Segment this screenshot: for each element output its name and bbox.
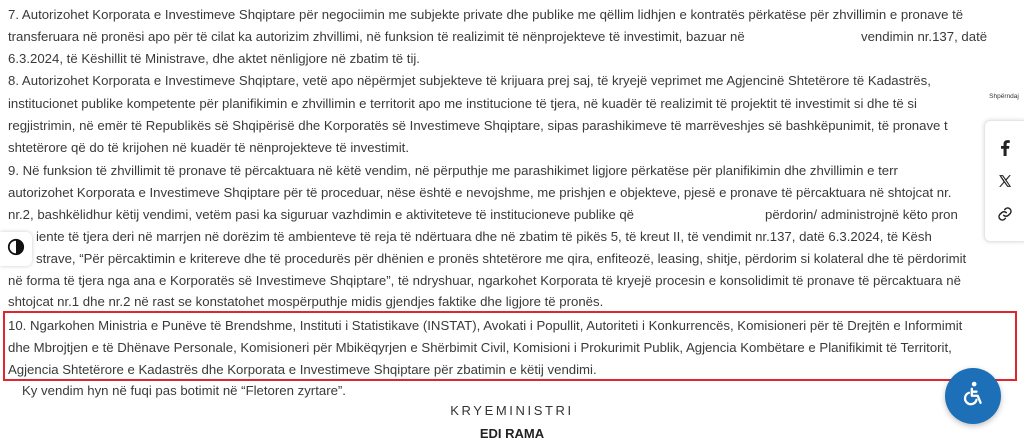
paragraph-9-line-3: nr.2, bashkëlidhur këtij vendimi, vetëm pasi ka siguruar vazhdimin e aktiviteteve të institucioneve publike që përdorin/ administrojnë këto pron (8, 207, 958, 222)
paragraph-9-line-2: autorizohet Korporata e Investimeve Shqiptare për të proceduar, nëse është e nevojshme, me prishjen e objekteve, pjesë e pronave të përcaktuara në shtojcat nr. (8, 185, 952, 200)
paragraph-9-line-6: në forma të tjera nga ana e Korporatës së Investimeve Shqiptare”, të ndryshuar, ngarkohet Korporata të kryejë procesin e konsolidimit të pronave të përcaktuara në (8, 273, 961, 288)
paragraph-8-line-2: institucionet publike kompetente për planifikimin e zhvillimin e territorit apo me institucione të tjera, në kuadër të realizimit të projektit të investimit si dhe të si (8, 96, 917, 111)
signature-name: EDI RAMA (479, 426, 545, 441)
facebook-icon[interactable] (985, 133, 1024, 163)
closing-statement: Ky vendim hyn në fuqi pas botimit në “Fletoren zyrtare”. (22, 383, 346, 398)
paragraph-10-line-1: 10. Ngarkohen Ministria e Punëve të Brendshme, Instituti i Statistikave (INSTAT), Avokati i Popullit, Autoriteti i Konkurrencës, Komisioneri për të Drejtën e Informimit (8, 318, 963, 333)
x-icon[interactable] (985, 166, 1024, 196)
highlight-box (3, 311, 1017, 381)
paragraph-10-line-3: Agjencia Shtetërore e Kadastrës dhe Korporata e Investimeve Shqiptare për zbatimin e këtij vendimi. (8, 362, 597, 377)
accessibility-button[interactable] (945, 368, 1001, 424)
paragraph-9-line-5: strave, “Për përcaktimin e kritereve dhe të procedurës për dhënien e pronës shtetërore me qira, enfiteozë, leasing, shitje, përdorim si kolateral dhe të përdorimit (36, 251, 967, 266)
paragraph-8-line-1: 8. Autorizohet Korporata e Investimeve Shqiptare, vetë apo nëpërmjet subjekteve të krijuara prej saj, të kryejë veprimet me Agjencinë Shtetërore të Kadastrës, (8, 73, 931, 88)
signature-title: KRYEMINISTRI (450, 403, 574, 418)
paragraph-10-line-2: dhe Mbrojtjen e të Dhënave Personale, Komisioneri për Mbikëqyrjen e Shërbimit Civil, Komisioni i Prokurimit Publik, Agjencia Kombëtare e Planifikimit të Territorit, (8, 340, 952, 355)
paragraph-9-line-1: 9. Në funksion të zhvillimit të pronave të përcaktuara në këtë vendim, në përputhje me parashikimet ligjore përkatëse për planifikimin dhe zhvillimin e terr (8, 163, 898, 178)
contrast-icon (7, 238, 25, 261)
paragraph-7-line-1: 7. Autorizohet Korporata e Investimeve Shqiptare për negociimin me subjekte private dhe publike me qëllim lidhjen e kontratës përkatëse për zhvillimin e pronave të (8, 7, 964, 22)
share-bar (984, 120, 1024, 242)
paragraph-8-line-4: shtetërore që do të krijohen në kuadër të nënprojekteve të investimit. (8, 140, 409, 155)
paragraph-7-line-3: 6.3.2024, të Këshillit të Ministrave, dhe aktet nënligjore në zbatim të tij. (8, 51, 420, 66)
paragraph-8-line-3: regjistrimin, në emër të Republikës së Shqipërisë dhe Korporatës së Investimeve Shqiptare, sipas parashikimeve të marrëveshjes së bashkëpunimit, të pronave t (8, 118, 948, 133)
accessibility-icon (959, 380, 987, 413)
paragraph-7-line-2: transferuara në pronësi apo për të cilat ka autorizim zhvillimi, në funksion të realizimit të nënprojekteve të investimit, bazuar në vendimin nr.137, datë (8, 29, 988, 44)
paragraph-9-line-4: iente të tjera deri në marrjen në dorëzim të ambienteve të reja të ndërtuara dhe në zbatim të pikës 5, të kreut II, të vendimit nr.137, datë 6.3.2024, të Kësh (36, 229, 932, 244)
contrast-toggle-button[interactable] (0, 232, 32, 266)
link-icon[interactable] (985, 199, 1024, 229)
share-label: Shpërndaj (989, 93, 1019, 100)
paragraph-9-line-7: shtojcat nr.1 dhe nr.2 në rast se konstatohet mospërputhje midis gjendjes faktike dhe ligjore të pronës. (8, 294, 604, 309)
